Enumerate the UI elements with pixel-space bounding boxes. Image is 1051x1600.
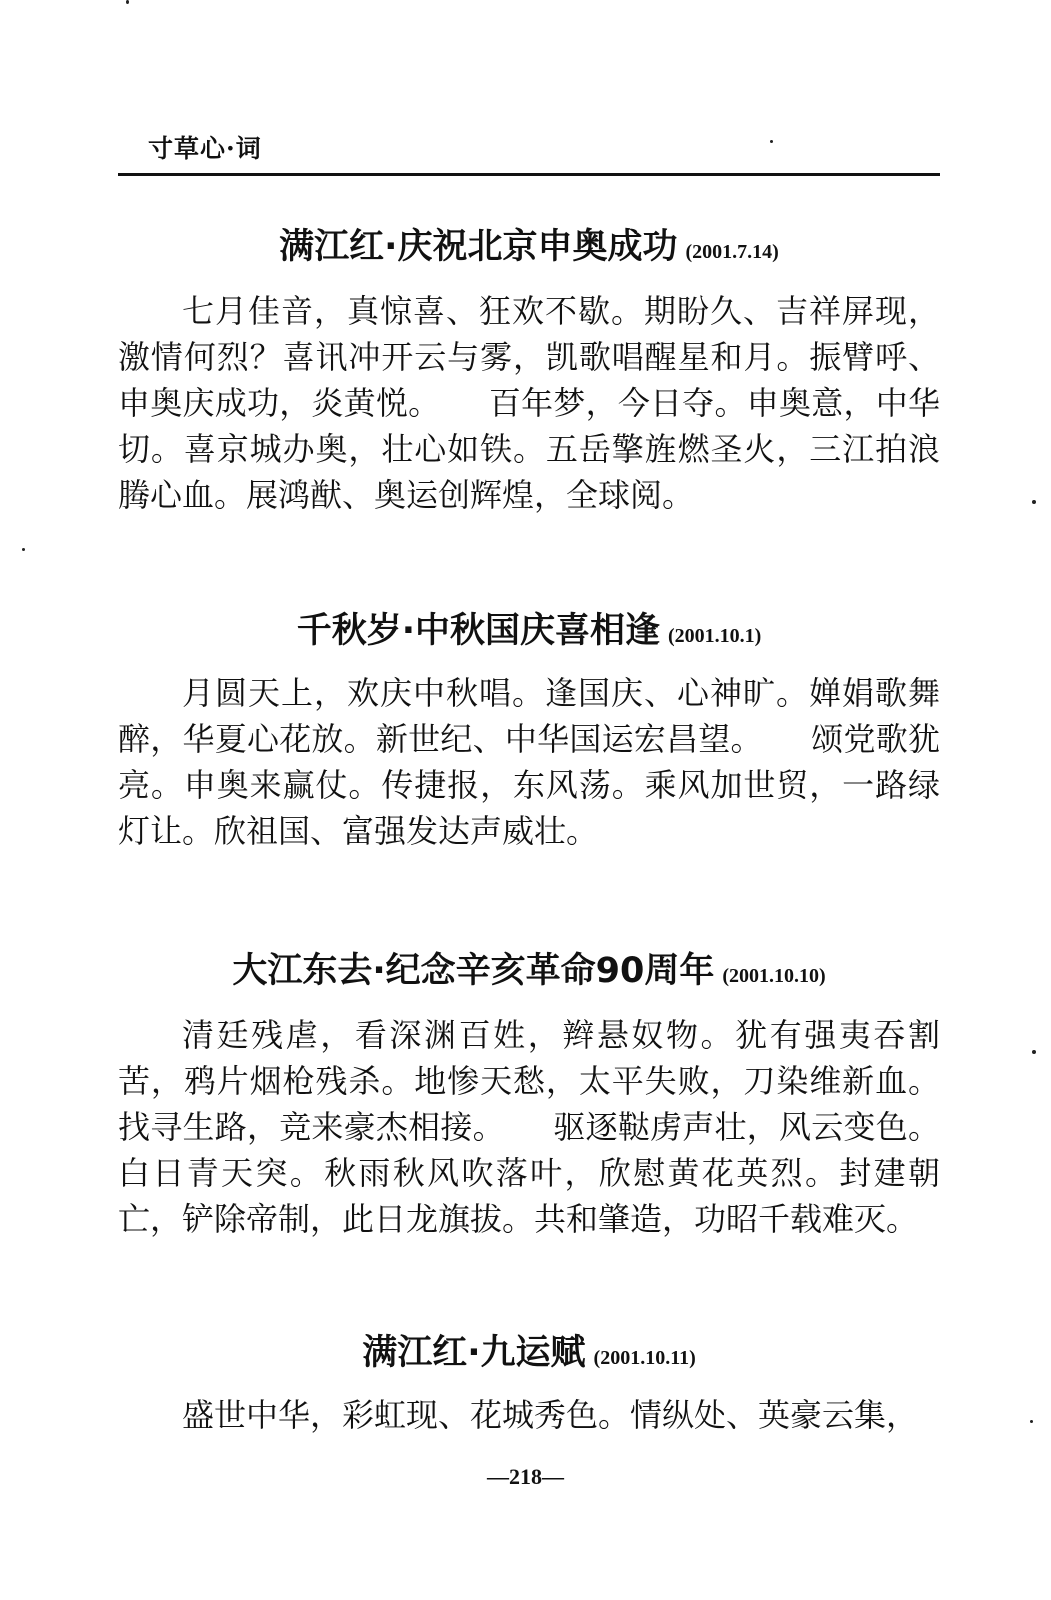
poem-date: (2001.10.1)	[667, 625, 762, 647]
poem-title-text: 满江红·庆祝北京申奥成功	[279, 227, 678, 267]
poem-title-text: 千秋岁·中秋国庆喜相逢	[296, 611, 660, 651]
scan-speck	[1030, 1420, 1033, 1423]
poem-body: 盛世中华，彩虹现、花城秀色。情纵处、英豪云集，	[182, 1396, 919, 1434]
poem-title	[118, 946, 940, 1002]
poem-body: 清廷残虐，看深渊百姓，辫悬奴物。犹有强夷吞割苦，鸦片烟枪残杀。地惨天愁，太平失败，刀染维新血。找寻生路，竞来豪杰相接。 驱逐鞑虏声壮，风云变色。白日青天突。秋雨秋风吹落叶，欣慰黄花英烈。封建朝亡，铲除帝制，此日龙旗拔。共和肇造，功昭千载难灭。	[118, 1016, 940, 1238]
poem-title-text: 满江红·九运赋	[362, 1333, 586, 1373]
scan-speck	[126, 0, 129, 4]
poem-title-text: 大江东去·纪念辛亥革命90周年	[232, 951, 715, 991]
scan-speck	[1032, 1050, 1036, 1054]
poem-date: (2001.10.10)	[722, 965, 826, 987]
poem-date: (2001.7.14)	[685, 241, 779, 263]
poem-date: (2001.10.11)	[593, 1347, 696, 1369]
running-header-title: 寸草心·词	[148, 134, 262, 163]
poem-body: 月圆天上，欢庆中秋唱。逢国庆、心神旷。婵娟歌舞醉，华夏心花放。新世纪、中华国运宏昌望。 颂党歌犹亮。申奥来赢仗。传捷报，东风荡。乘风加世贸，一路绿灯让。欣祖国、富强发达声威壮。	[118, 674, 940, 850]
page-number: —218—	[487, 1464, 564, 1489]
scan-speck	[770, 140, 773, 143]
header-divider	[118, 173, 940, 176]
scan-speck	[1032, 500, 1036, 504]
poem-body: 七月佳音，真惊喜、狂欢不歇。期盼久、吉祥屏现，激情何烈？喜讯冲开云与雾，凯歌唱醒星和月。振臂呼、申奥庆成功，炎黄悦。 百年梦，今日夺。申奥意，中华切。喜京城办奥，壮心如铁。五岳擎旌燃圣火，三江拍浪腾心血。展鸿猷、奥运创辉煌，全球阅。	[118, 292, 940, 514]
poem-title	[118, 1328, 940, 1384]
poem-title	[118, 222, 940, 278]
poem-title	[118, 606, 940, 662]
scan-speck	[22, 548, 25, 551]
